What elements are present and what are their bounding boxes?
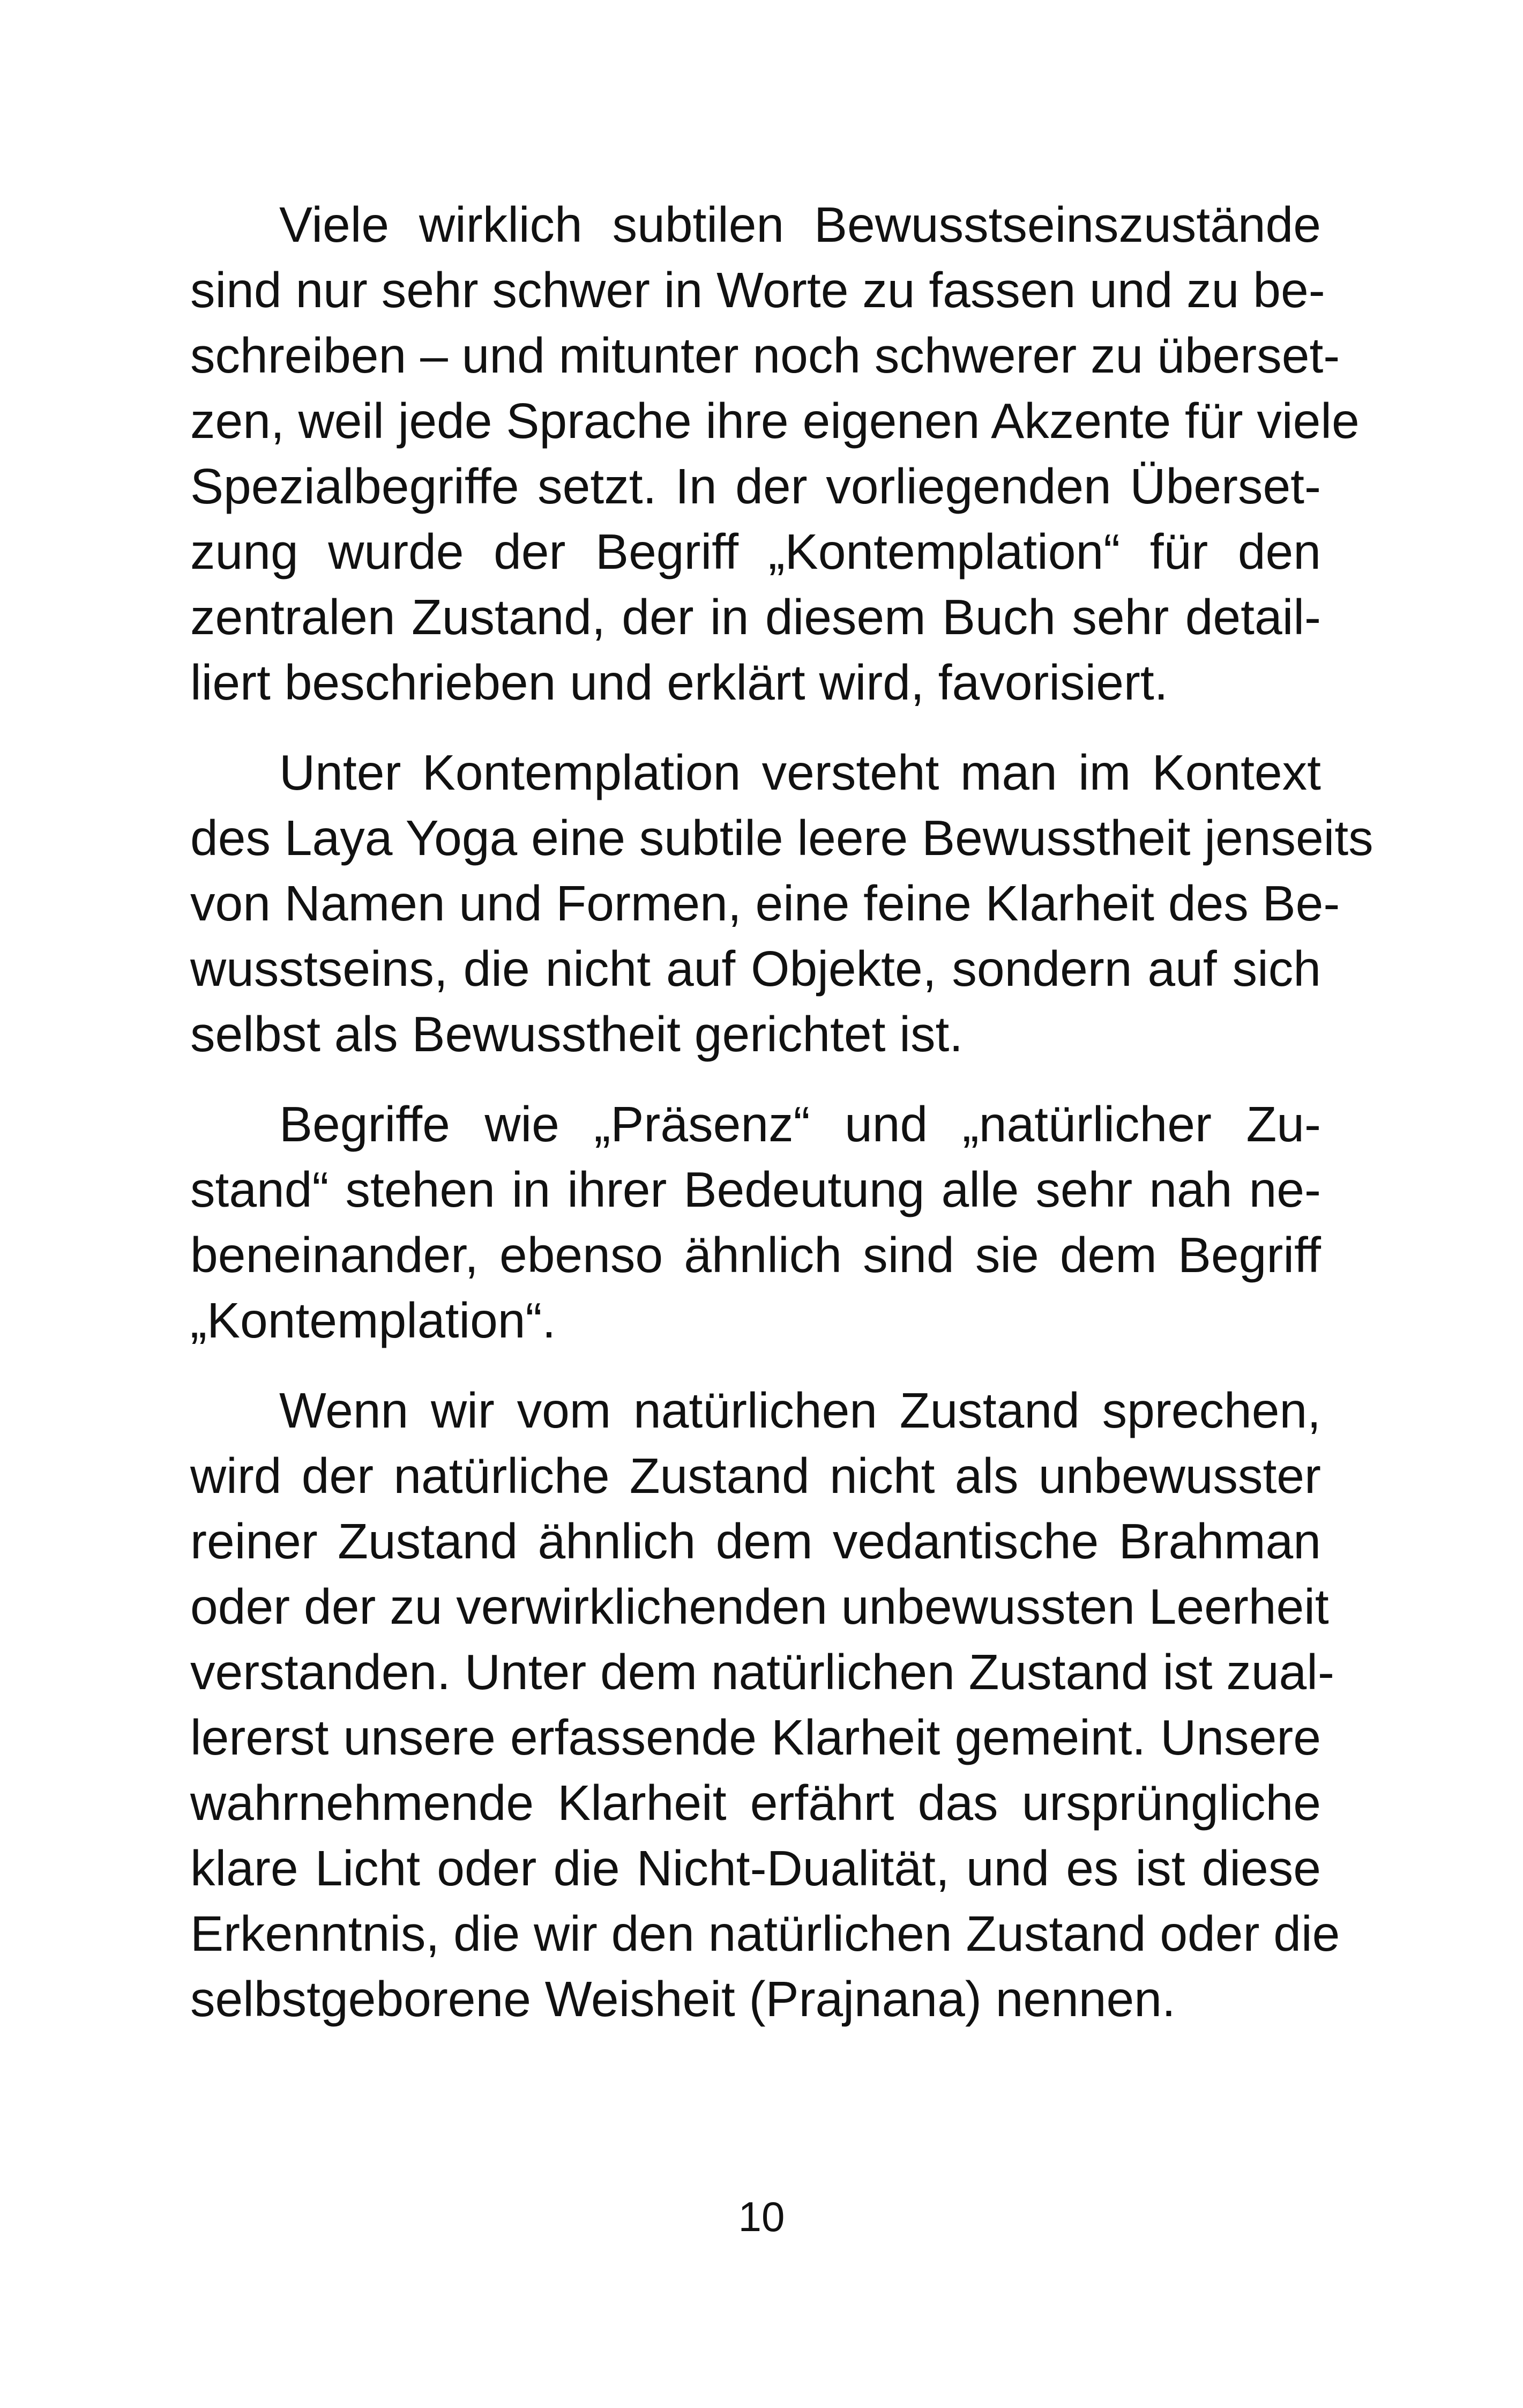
text-line: schreiben – und mitunter noch schwerer zu überset- xyxy=(190,328,1340,383)
paragraph-1 xyxy=(190,192,1360,715)
body-text xyxy=(190,192,1373,2032)
text-line: selbstgeborene Weisheit (Prajnana) nennen. xyxy=(190,1971,1176,2027)
text-line: „Kontemplation“. xyxy=(190,1292,556,1348)
text-line: wusstseins, die nicht auf Objekte, sondern auf sich xyxy=(190,941,1321,997)
text-line: Viele wirklich subtilen Bewusstseinszustände xyxy=(279,197,1321,252)
paragraph-3 xyxy=(190,1091,1321,1353)
text-line: lererst unsere erfassende Klarheit gemeint. Unsere xyxy=(190,1710,1321,1765)
text-line: Begriffe wie „Präsenz“ und „natürlicher Zu- xyxy=(279,1096,1321,1152)
text-line: wird der natürliche Zustand nicht als unbewusster xyxy=(190,1448,1321,1504)
text-line: liert beschrieben und erklärt wird, favorisiert. xyxy=(190,655,1168,710)
text-line: zentralen Zustand, der in diesem Buch sehr detail- xyxy=(190,589,1321,645)
text-line: sind nur sehr schwer in Worte zu fassen und zu be- xyxy=(190,262,1325,318)
text-line: stand“ stehen in ihrer Bedeutung alle sehr nah ne- xyxy=(190,1162,1321,1217)
text-line: selbst als Bewusstheit gerichtet ist. xyxy=(190,1006,964,1062)
text-line: zung wurde der Begriff „Kontemplation“ für den xyxy=(190,524,1321,579)
text-line: wahrnehmende Klarheit erfährt das ursprüngliche xyxy=(190,1775,1321,1831)
text-line: von Namen und Formen, eine feine Klarheit des Be- xyxy=(190,875,1340,931)
page-number: 10 xyxy=(738,2193,785,2240)
text-line: zen, weil jede Sprache ihre eigenen Akzente für viele xyxy=(190,393,1360,449)
text-line: des Laya Yoga eine subtile leere Bewusstheit jenseits xyxy=(190,810,1373,866)
text-line: verstanden. Unter dem natürlichen Zustand ist zual- xyxy=(190,1644,1334,1700)
text-line: Erkenntnis, die wir den natürlichen Zustand oder die xyxy=(190,1906,1340,1961)
paragraph-4 xyxy=(190,1378,1340,2032)
text-line: beneinander, ebenso ähnlich sind sie dem Begriff xyxy=(190,1227,1321,1283)
text-line: reiner Zustand ähnlich dem vedantische Brahman xyxy=(190,1513,1321,1569)
text-line: Wenn wir vom natürlichen Zustand sprechen, xyxy=(279,1383,1321,1438)
paragraph-2 xyxy=(190,740,1373,1067)
text-line: oder der zu verwirklichenden unbewussten Leerheit xyxy=(190,1579,1329,1634)
text-line: klare Licht oder die Nicht-Dualität, und es ist diese xyxy=(190,1840,1321,1896)
text-line: Spezialbegriffe setzt. In der vorliegenden Überset- xyxy=(190,458,1321,514)
text-line: Unter Kontemplation versteht man im Kontext xyxy=(279,745,1321,800)
